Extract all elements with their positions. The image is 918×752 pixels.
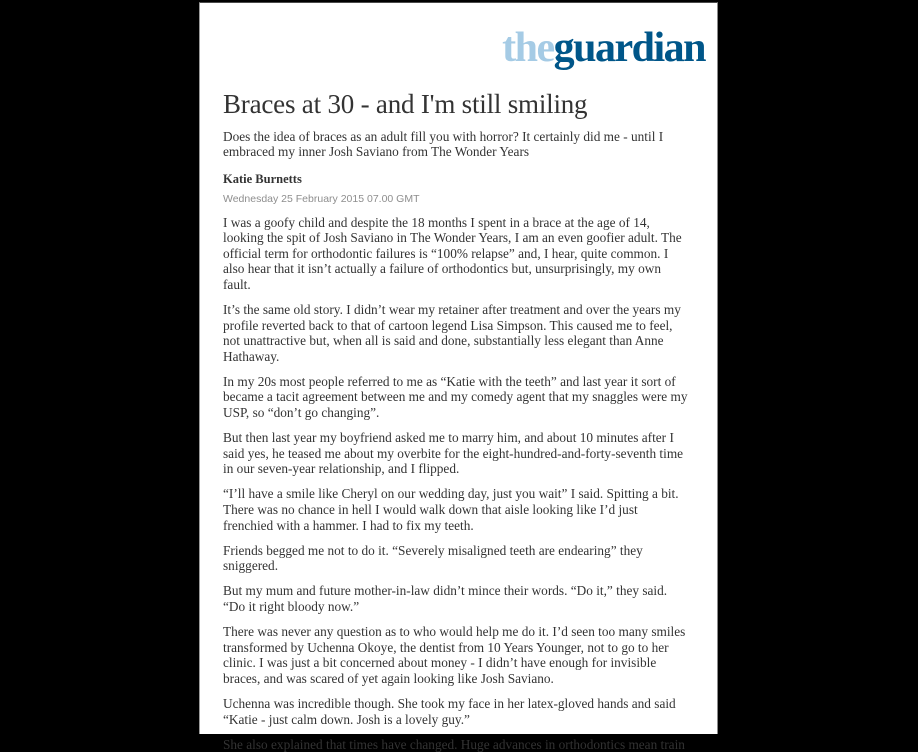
- article-author: Katie Burnetts: [223, 173, 689, 186]
- article-standfirst: Does the idea of braces as an adult fill you with horror? It certainly did me - until I embraced my inner Josh Saviano from The Wonder Years: [223, 130, 689, 159]
- article-page: [199, 2, 718, 734]
- article-paragraph: In my 20s most people referred to me as “Katie with the teeth” and last year it sort of became a tacit agreement between me and my comedy agent that my snaggles were my USP, so “don’t go changing”.: [223, 374, 689, 421]
- article-paragraph: “I’ll have a smile like Cheryl on our wedding day, just you wait” I said. Spitting a bit. There was no chance in hell I would walk down that aisle looking like I’d just frenchied with a hammer. I had to fix my teeth.: [223, 486, 689, 533]
- article-paragraph: I was a goofy child and despite the 18 months I spent in a brace at the age of 14, looking the spit of Josh Saviano in The Wonder Years, I am an even goofier adult. The official term for orthodontic failures is “100% relapse” and, I hear, quite common. I also hear that it isn’t actually a failure of orthodontics but, unsurprisingly, my own fault.: [223, 215, 689, 293]
- article-body: [223, 215, 689, 752]
- article-paragraph: There was never any question as to who would help me do it. I’d seen too many smiles transformed by Uchenna Okoye, the dentist from 10 Years Younger, not to go to her clinic. I was just a bit concerned about money - I didn’t have enough for invisible braces, and was scared of yet again looking like Josh Saviano.: [223, 624, 689, 686]
- article-paragraph: But then last year my boyfriend asked me to marry him, and about 10 minutes after I said yes, he teased me about my overbite for the eight-hundred-and-forty-seventh time in our seven-year relationship, and I flipped.: [223, 430, 689, 477]
- article-paragraph: She also explained that times have changed. Huge advances in orthodontics mean train: [223, 737, 689, 752]
- article-content: [200, 90, 717, 752]
- logo-guardian: guardian: [554, 25, 705, 71]
- article-paragraph: But my mum and future mother-in-law didn’t mince their words. “Do it,” they said. “Do it right bloody now.”: [223, 583, 689, 614]
- article-publish-date: Wednesday 25 February 2015 07.00 GMT: [223, 194, 689, 205]
- logo-the: the: [502, 25, 554, 71]
- article-paragraph: Uchenna was incredible though. She took my face in her latex-gloved hands and said “Katie - just calm down. Josh is a lovely guy.”: [223, 696, 689, 727]
- guardian-masthead[interactable]: [223, 29, 705, 67]
- article-paragraph: Friends begged me not to do it. “Severely misaligned teeth are endearing” they sniggered.: [223, 543, 689, 574]
- article-paragraph: It’s the same old story. I didn’t wear my retainer after treatment and over the years my profile reverted back to that of cartoon legend Lisa Simpson. This caused me to feel, not unattractive but, when all is said and done, substantially less elegant than Anne Hathaway.: [223, 302, 689, 364]
- article-title: Braces at 30 - and I'm still smiling: [223, 90, 689, 119]
